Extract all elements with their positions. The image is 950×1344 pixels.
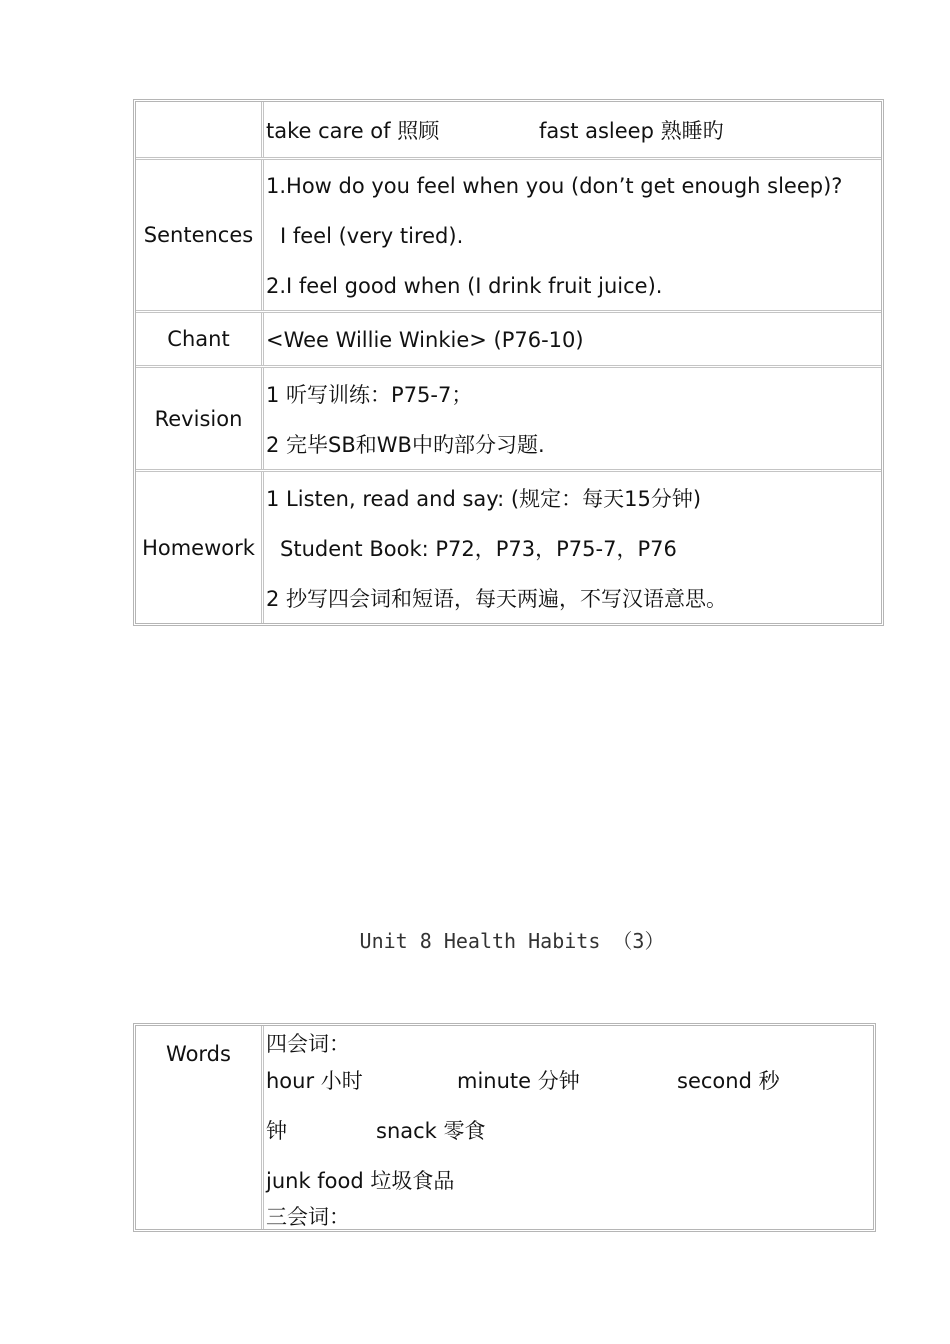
- word-minute: minute 分钟: [457, 1069, 580, 1093]
- row-content-homework: [266, 472, 881, 623]
- row-label-revision: Revision: [136, 368, 264, 469]
- row-label-sentences: Sentences: [136, 160, 264, 310]
- word-hour: hour 小时: [266, 1069, 363, 1093]
- table-row-words: [136, 1026, 873, 1229]
- row-label-chant: Chant: [136, 313, 264, 365]
- row-content-sentences: [266, 160, 881, 310]
- row-label-words: Words: [136, 1026, 264, 1229]
- three-skill-words-heading: 三会词：: [266, 1205, 350, 1229]
- sentence-2: 2.I feel good when (I drink fruit juice).: [266, 274, 663, 298]
- sentence-1-answer: I feel (very tired).: [280, 224, 464, 248]
- sentence-1: 1.How do you feel when you (don’t get enough sleep)?: [266, 174, 843, 198]
- table-row-homework: [136, 472, 881, 623]
- revision-item-1: 1 听写训练：P75-7；: [266, 383, 473, 407]
- homework-item-2: 2 抄写四会词和短语，每天两遍，不写汉语意思。: [266, 587, 728, 611]
- table-row-vocabulary: [136, 102, 881, 160]
- homework-item-1-pages: Student Book: P72，P73，P75-7，P76: [280, 537, 677, 561]
- row-content-words: [266, 1026, 873, 1229]
- word-junk-food: junk food 垃圾食品: [266, 1169, 455, 1193]
- table-row-sentences: [136, 160, 881, 313]
- word-second-continued: 钟: [266, 1119, 287, 1143]
- row-label-empty: [136, 102, 264, 157]
- vocab-take-care-of: take care of 照顾: [266, 119, 440, 143]
- table-row-chant: [136, 313, 881, 368]
- row-label-homework: Homework: [136, 472, 264, 623]
- unit-title: Unit 8 Health Habits （3）: [359, 929, 665, 953]
- word-snack: snack 零食: [376, 1119, 486, 1143]
- chant-title: <Wee Willie Winkie> (P76-10): [266, 328, 584, 352]
- table-row-revision: [136, 368, 881, 472]
- lesson-table-2: [133, 1023, 876, 1232]
- row-content-vocabulary: [266, 102, 881, 157]
- revision-item-2: 2 完毕SB和WB中旳部分习题.: [266, 433, 545, 457]
- row-content-chant: [266, 313, 881, 365]
- four-skill-words-heading: 四会词：: [266, 1032, 350, 1056]
- word-second: second 秒: [677, 1069, 780, 1093]
- row-content-revision: [266, 368, 881, 469]
- vocab-fast-asleep: fast asleep 熟睡旳: [539, 119, 724, 143]
- lesson-table-1: [133, 99, 884, 626]
- homework-item-1: 1 Listen, read and say: (规定：每天15分钟): [266, 487, 702, 511]
